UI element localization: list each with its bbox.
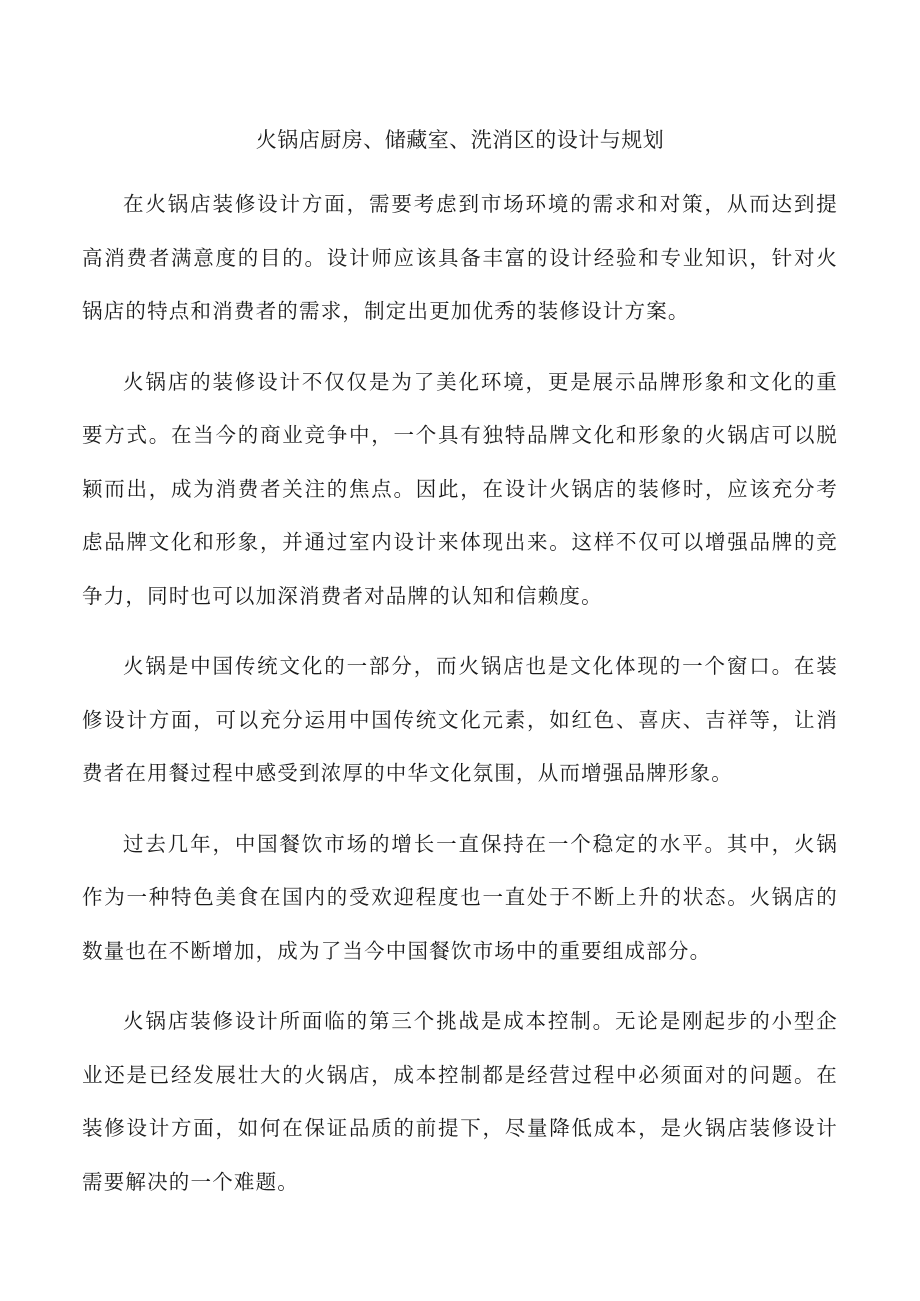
document-body (82, 178, 838, 1226)
paragraph-2: 火锅店的装修设计不仅仅是为了美化环境，更是展示品牌形象和文化的重要方式。在当今的商业竞争中，一个具有独特品牌文化和形象的火锅店可以脱颖而出，成为消费者关注的焦点。因此，在设计火锅店的装修时，应该充分考虑品牌文化和形象，并通过室内设计来体现出来。这样不仅可以增强品牌的竞争力，同时也可以加深消费者对品牌的认知和信赖度。 (82, 369, 838, 608)
paragraph-3: 火锅是中国传统文化的一部分，而火锅店也是文化体现的一个窗口。在装修设计方面，可以充分运用中国传统文化元素，如红色、喜庆、吉祥等，让消费者在用餐过程中感受到浓厚的中华文化氛围，从而增强品牌形象。 (82, 654, 838, 785)
document-title: 火锅店厨房、储藏室、洗消区的设计与规划 (255, 128, 665, 152)
paragraph-5: 火锅店装修设计所面临的第三个挑战是成本控制。无论是刚起步的小型企业还是已经发展壮大的火锅店，成本控制都是经营过程中必须面对的问题。在装修设计方面，如何在保证品质的前提下，尽量降低成本，是火锅店装修设计需要解决的一个难题。 (82, 1009, 838, 1194)
paragraph-1: 在火锅店装修设计方面，需要考虑到市场环境的需求和对策，从而达到提高消费者满意度的目的。设计师应该具备丰富的设计经验和专业知识，针对火锅店的特点和消费者的需求，制定出更加优秀的装修设计方案。 (82, 192, 838, 323)
paragraph-4: 过去几年，中国餐饮市场的增长一直保持在一个稳定的水平。其中，火锅作为一种特色美食在国内的受欢迎程度也一直处于不断上升的状态。火锅店的数量也在不断增加，成为了当今中国餐饮市场中的重要组成部分。 (82, 831, 838, 963)
